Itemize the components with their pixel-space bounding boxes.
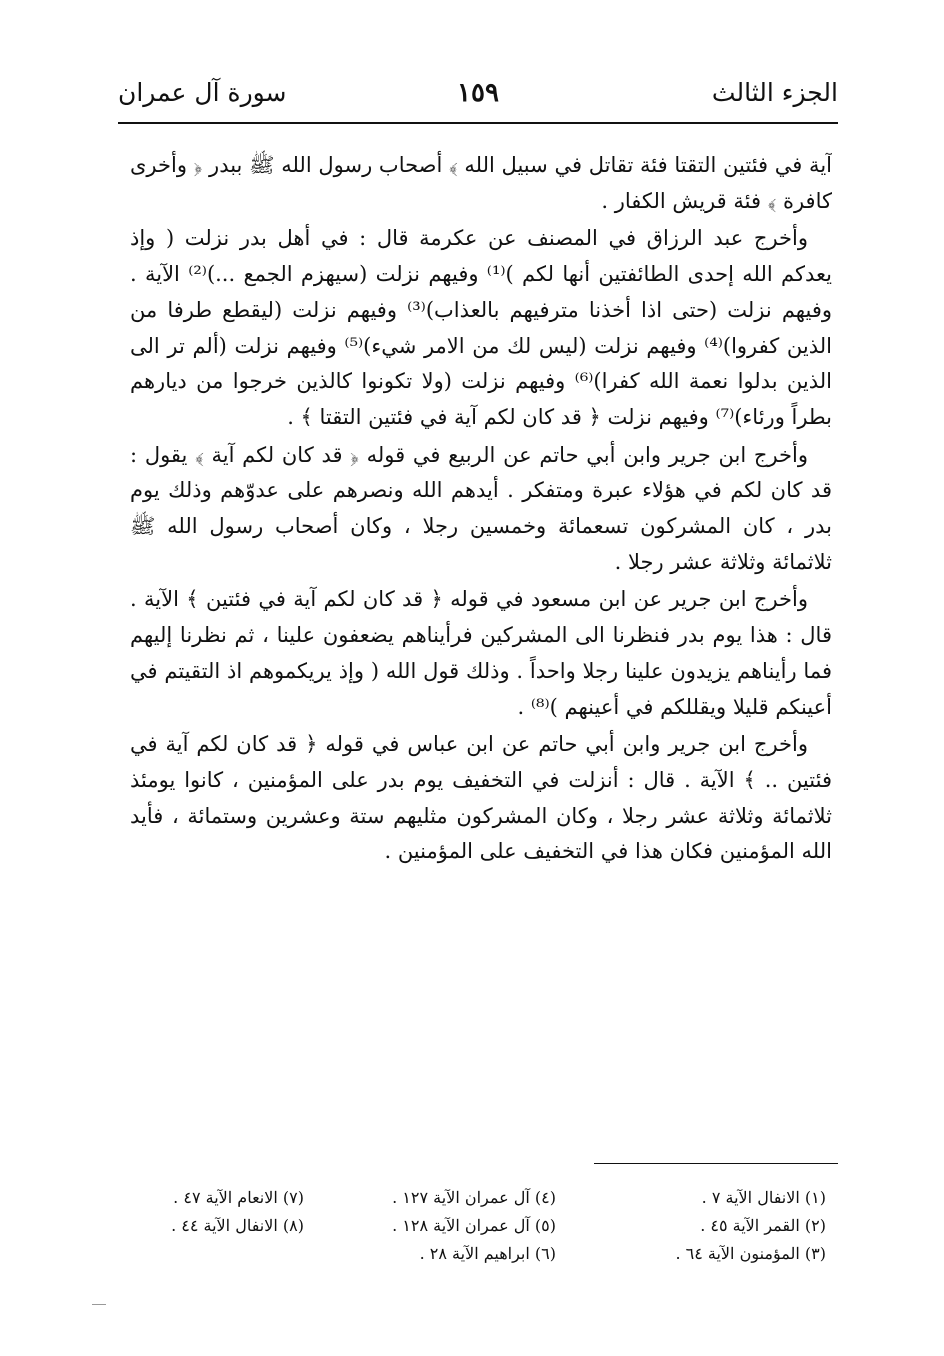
paragraph-5: وأخرج ابن جرير وابن أبي حاتم عن ابن عباس في قوله ﴿ قد كان لكم آية في فئتين .. ﴾ الآية . قال : أنزلت في التخفيف يوم بدر على المؤمنين ، كانوا يومئذ ثلاثمائة وثلاثة عشر رجلا ، وكان المشركون مثليهم ستة وعشرين وستمائة ، فأيد الله المؤمنين فكان هذا في التخفيف على المؤمنين . bbox=[130, 732, 832, 864]
footnotes-column-1 bbox=[636, 1184, 826, 1268]
footnote-4: (٤) آل عمران الآية ١٢٧ . bbox=[392, 1188, 556, 1207]
footnote-1: (١) الانفال الآية ٧ . bbox=[701, 1188, 826, 1207]
footnotes-column-2 bbox=[366, 1184, 556, 1268]
paragraph-2: وأخرج عبد الرزاق في المصنف عن عكرمة قال : في أهل بدر نزلت ( وإذ يعدكم الله إحدى الطائفتين أنها لكم )⁽¹⁾ وفيهم نزلت (سيهزم الجمع ...)⁽²⁾ الآية . وفيهم نزلت (حتى اذا أخذنا مترفيهم بالعذاب)⁽³⁾ وفيهم نزلت (ليقطع طرفا من الذين كفروا)⁽⁴⁾ وفيهم نزلت (ليس لك من الامر شيء)⁽⁵⁾ وفيهم نزلت (ألم تر الى الذين بدلوا نعمة الله كفرا)⁽⁶⁾ وفيهم نزلت (ولا تكونوا كالذين خرجوا من ديارهم بطراً ورئاء)⁽⁷⁾ وفيهم نزلت ﴿ قد كان لكم آية في فئتين التقتا ﴾ . bbox=[130, 226, 832, 429]
header-rule bbox=[118, 122, 838, 124]
footnotes-column-3 bbox=[124, 1184, 304, 1240]
footnote-7: (٧) الانعام الآية ٤٧ . bbox=[173, 1188, 304, 1207]
footnote-2: (٢) القمر الآية ٤٥ . bbox=[700, 1216, 826, 1235]
body-text bbox=[130, 148, 832, 998]
footnote-5: (٥) آل عمران الآية ١٢٨ . bbox=[392, 1216, 556, 1235]
footnote-6: (٦) ابراهيم الآية ٢٨ . bbox=[419, 1244, 556, 1263]
footnote-8: (٨) الانفال الآية ٤٤ . bbox=[171, 1216, 304, 1235]
paragraph-4: وأخرج ابن جرير عن ابن مسعود في قوله ﴿ قد كان لكم آية في فئتين ﴾ الآية . قال : هذا يوم بدر فنظرنا الى المشركين فرأيناهم يضعفون علينا ، ثم نظرنا إليهم فما رأيناهم يزيدون علينا رجلا واحداً . وذلك قول الله ( وإذ يريكموهم اذ التقيتم في أعينكم قليلا ويقللكم في أعينهم )⁽⁸⁾ . bbox=[130, 587, 832, 719]
surah-title: سورة آل عمران bbox=[118, 78, 287, 107]
footnote-rule bbox=[594, 1163, 838, 1164]
paragraph-3: وأخرج ابن جرير وابن أبي حاتم عن الربيع في قوله ﴿ قد كان لكم آية ﴾ يقول : قد كان لكم في هؤلاء عبرة ومتفكر . أيدهم الله ونصرهم على عدوّهم وذلك يوم بدر ، كان المشركون تسعمائة وخمسين رجلا ، وكان أصحاب رسول الله ﷺ ثلاثمائة وثلاثة عشر رجلا . bbox=[130, 442, 832, 574]
margin-mark bbox=[92, 1304, 106, 1305]
paragraph-1: آية في فئتين التقتا فئة تقاتل في سبيل الله ﴾ أصحاب رسول الله ﷺ ببدر ﴿ وأخرى كافرة ﴾ فئة قريش الكفار . bbox=[130, 153, 832, 213]
running-header bbox=[118, 70, 838, 120]
page-number: ١٥٩ bbox=[457, 78, 499, 108]
footnote-3: (٣) المؤمنون الآية ٦٤ . bbox=[675, 1244, 826, 1263]
juz-title: الجزء الثالث bbox=[711, 78, 838, 107]
